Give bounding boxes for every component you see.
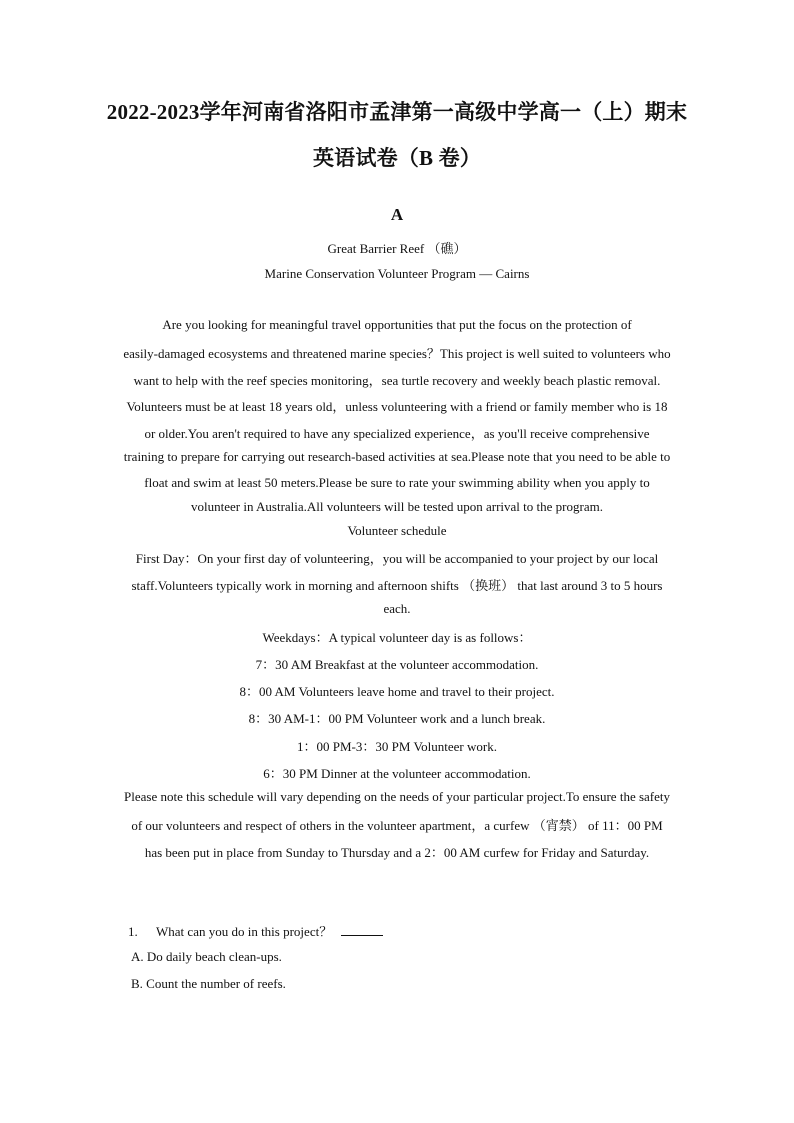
schedule-item: 6：30 PM Dinner at the volunteer accommodation. [263,766,531,781]
question-1 [128,921,383,940]
intro-line: training to prepare for carrying out research-based activities at sea.Please note that you need to be able to [123,449,671,464]
exam-title-line2: 英语试卷（B 卷） [312,146,482,170]
first-day-line: First Day：On your first day of volunteering，you will be accompanied to your project by our local [135,551,659,566]
note-line: Please note this schedule will vary depending on the needs of your particular project.To ensure the safety [124,789,670,804]
option-b[interactable] [131,976,286,992]
question-number: 1. [128,924,138,939]
option-label: B. [131,976,143,991]
passage-subtitle-reef: Great Barrier Reef （礁） [327,241,467,256]
schedule-item: 1：00 PM-3：30 PM Volunteer work. [297,739,497,754]
passage-subtitle-program: Marine Conservation Volunteer Program — Cairns [264,266,530,281]
intro-line: Are you looking for meaningful travel opportunities that put the focus on the protection of [162,317,632,332]
weekdays-intro: Weekdays：A typical volunteer day is as follows： [262,630,532,645]
option-label: A. [131,949,144,964]
schedule-heading: Volunteer schedule [347,523,447,538]
intro-line: float and swim at least 50 meters.Please be sure to rate your swimming ability when you apply to [144,475,650,490]
exam-title-line1: 2022-2023学年河南省洛阳市孟津第一高级中学高一（上）期末 [106,100,688,124]
first-day-line: staff.Volunteers typically work in morning and afternoon shifts （换班） that last around 3 to 5 hours [131,578,663,593]
schedule-item: 8：30 AM-1：00 PM Volunteer work and a lunch break. [248,711,546,726]
note-line: has been put in place from Sunday to Thursday and a 2：00 AM curfew for Friday and Saturday. [144,845,650,860]
intro-line: or older.You aren't required to have any specialized experience，as you'll receive comprehensive [144,426,650,441]
intro-line: easily-damaged ecosystems and threatened marine species？This project is well suited to volunteers who [123,346,671,361]
intro-line: volunteer in Australia.All volunteers will be tested upon arrival to the program. [191,499,603,514]
schedule-item: 8：00 AM Volunteers leave home and travel to their project. [239,684,555,699]
first-day-line: each. [383,601,411,616]
note-line: of our volunteers and respect of others in the volunteer apartment，a curfew （宵禁） of 11：00 PM [131,818,663,833]
schedule-item: 7：30 AM Breakfast at the volunteer accommodation. [255,657,539,672]
intro-line: Volunteers must be at least 18 years old，unless volunteering with a friend or family member who is 18 [126,399,668,414]
answer-blank[interactable] [341,923,383,936]
option-text: Do daily beach clean-ups. [146,949,282,964]
question-text: What can you do in this project？ [156,924,333,939]
option-a[interactable] [131,949,282,965]
option-text: Count the number of reefs. [146,976,286,991]
section-label: A [390,205,404,224]
intro-line: want to help with the reef species monitoring，sea turtle recovery and weekly beach plastic removal. [133,373,661,388]
